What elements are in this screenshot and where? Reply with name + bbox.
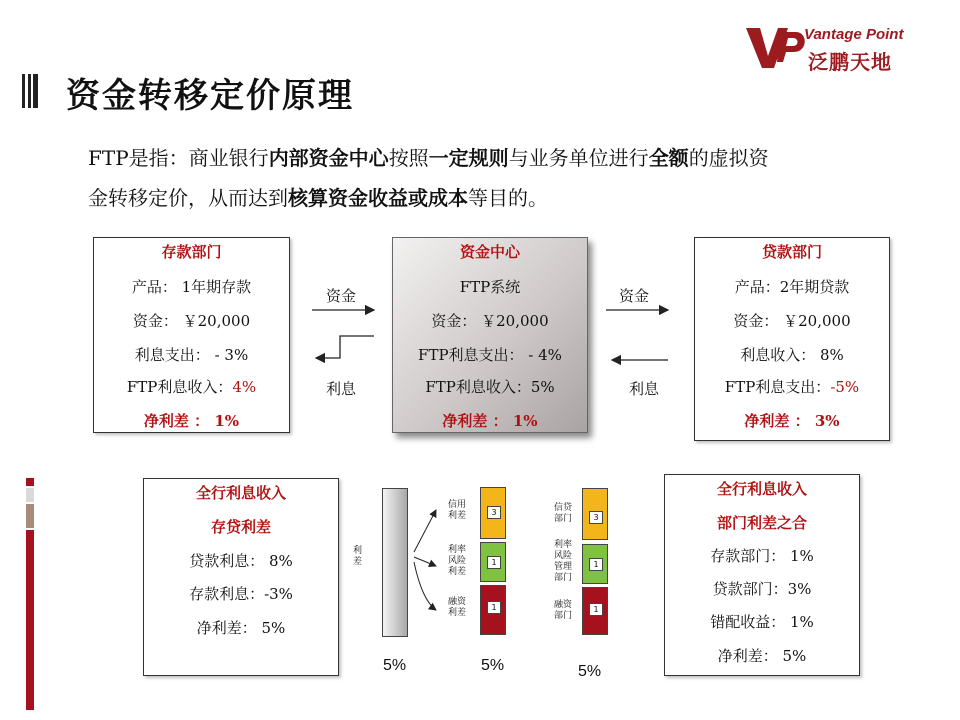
intro-line-1-segment: FTP是指：商业银行 [88,146,269,170]
rate-risk-dept-bar [582,544,608,584]
deposit-net-spread: 净利差 ： 1% [143,412,240,430]
intro-line-2-segment: 等目的。 [468,186,548,210]
deposit-funds: 资金： ￥20,000 [132,312,251,330]
spread-pct-3: 5% [578,663,602,680]
funding-dept-label: 融资 部门 [554,600,573,621]
credit-dept-chip: 3 [589,511,603,524]
intro-line-2-segment: 核算资金收益或成本 [288,186,468,210]
deposit-interest-expense: 利息支出： - 3% [134,346,249,364]
br-deposit-dept: 存款部门： 1% [710,547,814,565]
spread-pct-1: 5% [383,657,407,674]
loan-net-spread: 净利差 ： 3% [744,412,840,430]
br-net-spread: 净利差： 5% [717,647,807,665]
rate-risk-dept-label: 利率 风险 管理 部门 [554,540,573,583]
br-loan-dept: 贷款部门：3% [712,580,812,598]
page-title: 资金转移定价原理 [66,76,354,116]
center-heading: 资金中心 [459,243,520,261]
bank-interest-left-box [143,478,339,676]
credit-dept-bar [582,488,608,540]
intro-line-1-segment: 全额 [648,146,689,170]
intro-line-1-segment: 一定规则 [428,146,509,170]
loan-ftp-expense-label: FTP利息支出： [724,378,831,396]
center-funds: 资金： ￥20,000 [431,312,549,330]
brand-name-cn: 泛鹏天地 [808,50,892,74]
intro-line-1-segment: 的虚拟资 [688,146,769,170]
intro-line-1-segment: 与业务单位进行 [508,146,649,170]
deposit-product: 产品： 1年期存款 [131,278,252,296]
intro-line-2-segment: 金转移定价，从而达到 [88,186,288,210]
rate-risk-dept-chip: 1 [589,558,603,571]
br-mismatch: 错配收益： 1% [710,613,814,631]
funding-dept-bar [582,587,608,635]
center-system: FTP系统 [459,278,521,296]
funding-spread-chip: 1 [487,601,501,614]
loan-interest-income: 利息收入： 8% [740,346,844,364]
br-heading: 全行利息收入 [716,480,807,498]
funding-spread-label: 融资 利差 [448,597,467,618]
left-accent-strip [26,478,34,710]
br-subheading: 部门利差之合 [716,514,807,532]
loan-heading: 贷款部门 [761,243,822,261]
spread-to-funding-arrow [414,562,436,610]
center-net-spread: 净利差 ： 1% [442,412,538,430]
rate-risk-spread-label: 利率 风险 利差 [448,545,467,577]
right-funds-label: 资金 [619,287,650,305]
spread-to-rate-arrow [414,557,436,566]
loan-product: 产品：2年期贷款 [734,278,850,296]
intro-line-1-segment: 内部资金中心 [268,146,389,170]
loan-funds: 资金： ￥20,000 [733,312,851,330]
bl-loan-interest: 贷款利息： 8% [189,552,293,570]
spread-pct-2: 5% [481,657,505,674]
left-interest-label: 利息 [326,380,357,398]
spread-label: 利 差 [353,546,363,567]
rate-risk-spread-chip: 1 [487,556,501,569]
left-interest-arrow [316,336,374,358]
bl-net-spread: 净利差： 5% [196,619,286,637]
center-ftp-income: FTP利息收入：5% [425,378,555,396]
funding-spread-bar [480,585,506,635]
left-funds-label: 资金 [326,287,357,305]
bl-heading: 全行利息收入 [195,484,286,502]
deposit-ftp-income-value: 4% [232,378,257,396]
spread-to-credit-arrow [414,510,436,552]
funding-dept-chip: 1 [589,603,603,616]
deposit-ftp-income-label: FTP利息收入： [126,378,233,396]
center-ftp-expense: FTP利息支出： - 4% [418,346,562,364]
bl-deposit-interest: 存款利息：-3% [189,585,293,603]
bl-subheading: 存贷利差 [210,518,271,536]
deposit-heading: 存款部门 [161,243,222,261]
loan-ftp-expense-value: -5% [830,378,860,396]
brand-name-en: Vantage Point [804,26,904,43]
total-spread-bar [382,488,408,637]
credit-dept-label: 信贷 部门 [554,503,573,524]
credit-spread-label: 信用 利差 [448,500,467,521]
right-interest-label: 利息 [629,380,660,398]
rate-risk-spread-bar [480,542,506,582]
credit-spread-chip: 3 [487,506,501,519]
intro-line-1-segment: 按照 [388,146,429,170]
bank-interest-right-box [664,474,860,676]
credit-spread-bar [480,487,506,539]
